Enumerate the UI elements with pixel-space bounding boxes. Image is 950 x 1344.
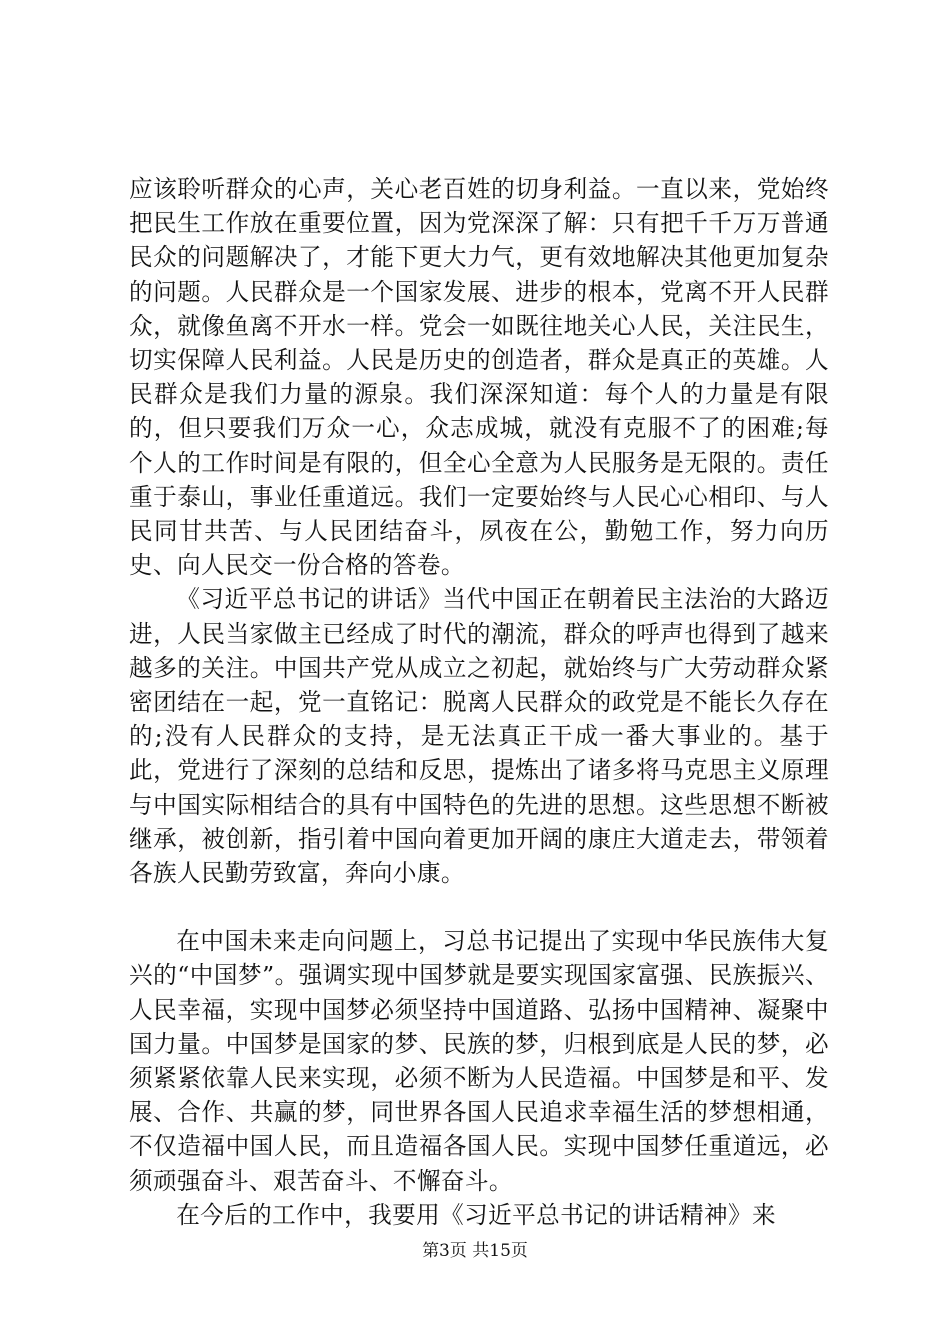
document-body bbox=[129, 172, 829, 1232]
paragraph-3: 在中国未来走向问题上，习总书记提出了实现中华民族伟大复兴的“中国梦”。强调实现中国梦就是要实现国家富强、民族振兴、人民幸福，实现中国梦必须坚持中国道路、弘扬中国精神、凝聚中国力量。中国梦是国家的梦、民族的梦，归根到底是人民的梦，必须紧紧依靠人民来实现，必须不断为人民造福。中国梦是和平、发展、合作、共赢的梦，同世界各国人民追求幸福生活的梦想相通，不仅造福中国人民，而且造福各国人民。实现中国梦任重道远，必须顽强奋斗、艰苦奋斗、不懈奋斗。 bbox=[129, 927, 829, 1195]
paragraph-1: 应该聆听群众的心声，关心老百姓的切身利益。一直以来，党始终把民生工作放在重要位置，因为党深深了解：只有把千千万万普通民众的问题解决了，才能下更大力气，更有效地解决其他更加复杂的问题。人民群众是一个国家发展、进步的根本，党离不开人民群众，就像鱼离不开水一样。党会一如既往地关心人民，关注民生，切实保障人民利益。人民是历史的创造者，群众是真正的英雄。人民群众是我们力量的源泉。我们深深知道：每个人的力量是有限的，但只要我们万众一心，众志成城，就没有克服不了的困难;每个人的工作时间是有限的，但全心全意为人民服务是无限的。责任重于泰山，事业任重道远。我们一定要始终与人民心心相印、与人民同甘共苦、与人民团结奋斗，夙夜在公，勤勉工作，努力向历史、向人民交一份合格的答卷。 bbox=[129, 175, 829, 580]
paragraph-2: 《习近平总书记的讲话》当代中国正在朝着民主法治的大路迈进，人民当家做主已经成了时代的潮流，群众的呼声也得到了越来越多的关注。中国共产党从成立之初起，就始终与广大劳动群众紧密团结在一起，党一直铭记：脱离人民群众的政党是不能长久存在的;没有人民群众的支持，是无法真正干成一番大事业的。基于此，党进行了深刻的总结和反思，提炼出了诸多将马克思主义原理与中国实际相结合的具有中国特色的先进的思想。这些思想不断被继承，被创新，指引着中国向着更加开阔的康庄大道走去，带领着各族人民勤劳致富，奔向小康。 bbox=[129, 585, 829, 888]
paragraph-4: 在今后的工作中，我要用《习近平总书记的讲话精神》来 bbox=[176, 1200, 777, 1229]
page-footer: 第3页 共15页 bbox=[422, 1241, 528, 1261]
paragraph-spacer bbox=[129, 890, 829, 924]
